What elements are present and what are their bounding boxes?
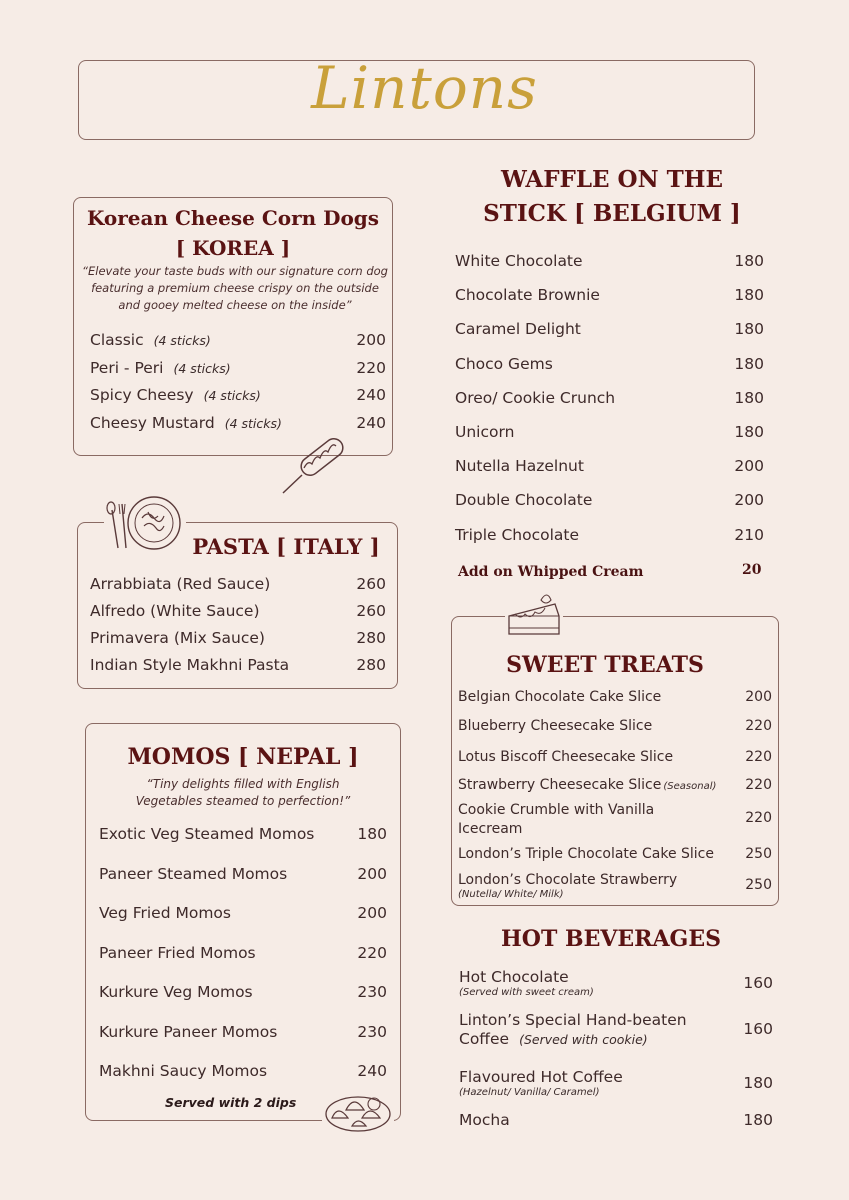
waffle-item <box>455 319 764 338</box>
beverage-item-price: 160 <box>743 1020 773 1038</box>
pasta-item-price: 280 <box>356 656 386 674</box>
sweet-item-price: 250 <box>745 876 772 893</box>
waffle-item-name: White Chocolate <box>455 252 583 270</box>
momos-item-price: 240 <box>357 1062 387 1080</box>
beverage-item-name: Hot Chocolate <box>459 968 569 986</box>
pasta-item <box>90 601 386 620</box>
sweet-item <box>458 715 772 734</box>
sweet-item <box>458 869 772 900</box>
waffle-item-name: Choco Gems <box>455 354 553 373</box>
momos-quote: “Tiny delights filled with English Vegetables steamed to perfection!” <box>135 777 351 808</box>
beverage-item-price: 180 <box>743 1111 773 1129</box>
beverage-item <box>459 967 773 998</box>
corn-dog-item <box>90 330 386 349</box>
momos-item-price: 220 <box>357 943 387 962</box>
waffle-item-price: 180 <box>734 286 764 305</box>
sweet-item-name: Strawberry Cheesecake Slice <box>458 777 662 793</box>
sweet-item <box>458 843 772 862</box>
momos-item-price: 180 <box>357 825 387 843</box>
sweet-item-price: 220 <box>745 749 772 765</box>
sweet-item-price: 220 <box>745 777 772 793</box>
waffle-item-name: Triple Chocolate <box>455 525 580 544</box>
pasta-item-price: 260 <box>356 575 386 593</box>
beverage-item-sub: (Served with sweet cream) <box>459 987 594 998</box>
corn-dog-item-name: Cheesy Mustard <box>90 413 215 432</box>
momos-icon <box>322 1088 394 1136</box>
corn-dog-item-name: Spicy Cheesy <box>90 386 194 404</box>
momos-item-name: Makhni Saucy Momos <box>99 1062 268 1080</box>
pasta-item-price: 280 <box>356 629 386 647</box>
sweet-item-name-cont: Icecream <box>458 821 523 837</box>
waffle-item-price: 180 <box>734 252 764 270</box>
brand-logo: Lintons <box>311 54 538 122</box>
waffle-item <box>455 388 764 407</box>
waffle-item-price: 180 <box>734 354 764 373</box>
beverage-item-name: Flavoured Hot Coffee <box>459 1068 623 1086</box>
momos-item-price: 230 <box>357 1022 387 1041</box>
sweet-treats-title: SWEET TREATS <box>506 652 704 678</box>
sweet-item-name: Lotus Biscoff Cheesecake Slice <box>458 749 674 765</box>
waffle-item <box>455 422 764 441</box>
corn-dog-item <box>90 413 386 432</box>
waffle-item <box>455 285 764 304</box>
waffle-title-line2: STICK [ BELGIUM ] <box>483 200 741 227</box>
sweet-item-price: 220 <box>745 718 772 734</box>
momos-footer: Served with 2 dips <box>165 1095 297 1110</box>
corn-dog-item-name: Peri - Peri <box>90 358 164 377</box>
waffle-item-name: Chocolate Brownie <box>455 286 600 305</box>
sweet-item-name: Blueberry Cheesecake Slice <box>458 718 653 734</box>
pasta-title: PASTA [ ITALY ] <box>192 534 380 559</box>
waffle-addon-price: 20 <box>742 562 762 578</box>
beverage-item-name-cont: Coffee <box>459 1030 510 1048</box>
waffle-item-price: 180 <box>734 423 764 441</box>
corn-dog-item-price: 200 <box>356 331 386 349</box>
pasta-item <box>90 574 386 593</box>
momos-item-name: Paneer Steamed Momos <box>99 864 288 883</box>
waffle-addon-label: Add on Whipped Cream <box>458 564 644 580</box>
momos-item-price: 230 <box>357 983 387 1001</box>
beverage-item <box>459 1010 773 1048</box>
waffle-item-name: Caramel Delight <box>455 320 581 339</box>
beverage-item-price: 160 <box>743 973 773 992</box>
momos-item-name: Kurkure Veg Momos <box>99 983 253 1001</box>
momos-item-name: Exotic Veg Steamed Momos <box>99 825 315 843</box>
waffle-item-name: Unicorn <box>455 423 515 441</box>
corn-dogs-title: Korean Cheese Corn Dogs <box>86 206 380 230</box>
waffle-item-price: 200 <box>734 491 764 510</box>
sweet-item <box>458 799 772 837</box>
waffle-item <box>455 525 764 544</box>
cheesecake-icon <box>505 586 563 640</box>
beverage-item-name: Mocha <box>459 1111 510 1129</box>
waffle-item-price: 210 <box>734 525 764 544</box>
sweet-item-name: London’s Chocolate Strawberry <box>458 872 678 888</box>
sweet-item-price: 220 <box>745 810 772 826</box>
sweet-item-name: Cookie Crumble with Vanilla <box>458 802 655 818</box>
pasta-item-name: Indian Style Makhni Pasta <box>90 656 290 674</box>
pasta-item <box>90 628 386 647</box>
pasta-plate-icon <box>104 492 186 554</box>
beverage-item-sub: (Hazelnut/ Vanilla/ Caramel) <box>459 1087 600 1098</box>
corn-dog-item-note: (4 sticks) <box>203 388 261 403</box>
pasta-item-name: Primavera (Mix Sauce) <box>90 629 265 647</box>
sweet-item-name: London’s Triple Chocolate Cake Slice <box>458 846 714 862</box>
beverage-item-note: (Served with cookie) <box>519 1032 648 1047</box>
waffle-item <box>455 354 764 373</box>
sweet-item-price: 200 <box>745 689 772 705</box>
waffle-title-line1: WAFFLE ON THE <box>500 166 723 193</box>
sweet-item <box>458 774 772 793</box>
corn-dog-item-price: 240 <box>356 386 386 404</box>
momos-item-price: 200 <box>357 904 387 922</box>
corn-dog-item-note: (4 sticks) <box>224 415 282 431</box>
beverage-item <box>459 1067 773 1098</box>
waffle-item-name: Nutella Hazelnut <box>455 457 584 476</box>
corn-dog-item-price: 220 <box>356 358 386 377</box>
sweet-item-sub: (Nutella/ White/ Milk) <box>458 889 564 900</box>
momos-item-name: Kurkure Paneer Momos <box>99 1022 278 1041</box>
momos-item-name: Paneer Fried Momos <box>99 943 256 962</box>
momos-item-name: Veg Fried Momos <box>99 904 231 922</box>
waffle-item-price: 180 <box>734 388 764 407</box>
momos-item <box>99 864 387 883</box>
corn-dog-item-note: (4 sticks) <box>173 360 231 376</box>
momos-item <box>99 1061 387 1080</box>
corn-dog-item-price: 240 <box>356 413 386 432</box>
beverage-item-name: Linton’s Special Hand-beaten <box>459 1011 687 1029</box>
corn-dogs-quote: “Elevate your taste buds with our signature corn dog featuring a premium cheese crispy on the outside and gooey melted cheese on the inside” <box>82 264 388 312</box>
pasta-item-name: Arrabbiata (Red Sauce) <box>90 575 271 593</box>
waffle-item-name: Oreo/ Cookie Crunch <box>455 388 616 407</box>
momos-item <box>99 1022 387 1041</box>
corn-dog-item-name: Classic <box>90 331 144 349</box>
corn-dog-item-note: (4 sticks) <box>153 333 211 348</box>
sweet-item <box>458 686 772 705</box>
pasta-item-price: 260 <box>356 602 386 620</box>
momos-item <box>99 903 387 922</box>
beverage-item <box>459 1110 773 1129</box>
waffle-item <box>455 456 764 475</box>
sweet-item <box>458 746 772 765</box>
corn-dog-item <box>90 358 386 377</box>
hot-beverages-title: HOT BEVERAGES <box>501 926 721 952</box>
waffle-item <box>455 251 764 270</box>
sweet-item-price: 250 <box>745 846 772 862</box>
corn-dog-icon <box>280 430 350 496</box>
waffle-item <box>455 490 764 509</box>
momos-item-price: 200 <box>357 864 387 883</box>
waffle-item-price: 180 <box>734 320 764 339</box>
momos-title: MOMOS [ NEPAL ] <box>127 744 359 770</box>
momos-item <box>99 982 387 1001</box>
sweet-item-note: (Seasonal) <box>663 781 717 792</box>
momos-item <box>99 943 387 962</box>
corn-dog-item <box>90 385 386 404</box>
momos-item <box>99 824 387 843</box>
waffle-item-name: Double Chocolate <box>455 491 593 510</box>
waffle-item-price: 200 <box>734 457 764 476</box>
sweet-item-name: Belgian Chocolate Cake Slice <box>458 689 662 705</box>
beverage-item-price: 180 <box>743 1073 773 1092</box>
pasta-item <box>90 655 386 674</box>
pasta-item-name: Alfredo (White Sauce) <box>90 602 260 620</box>
corn-dogs-subtitle: [ KOREA ] <box>175 236 291 260</box>
